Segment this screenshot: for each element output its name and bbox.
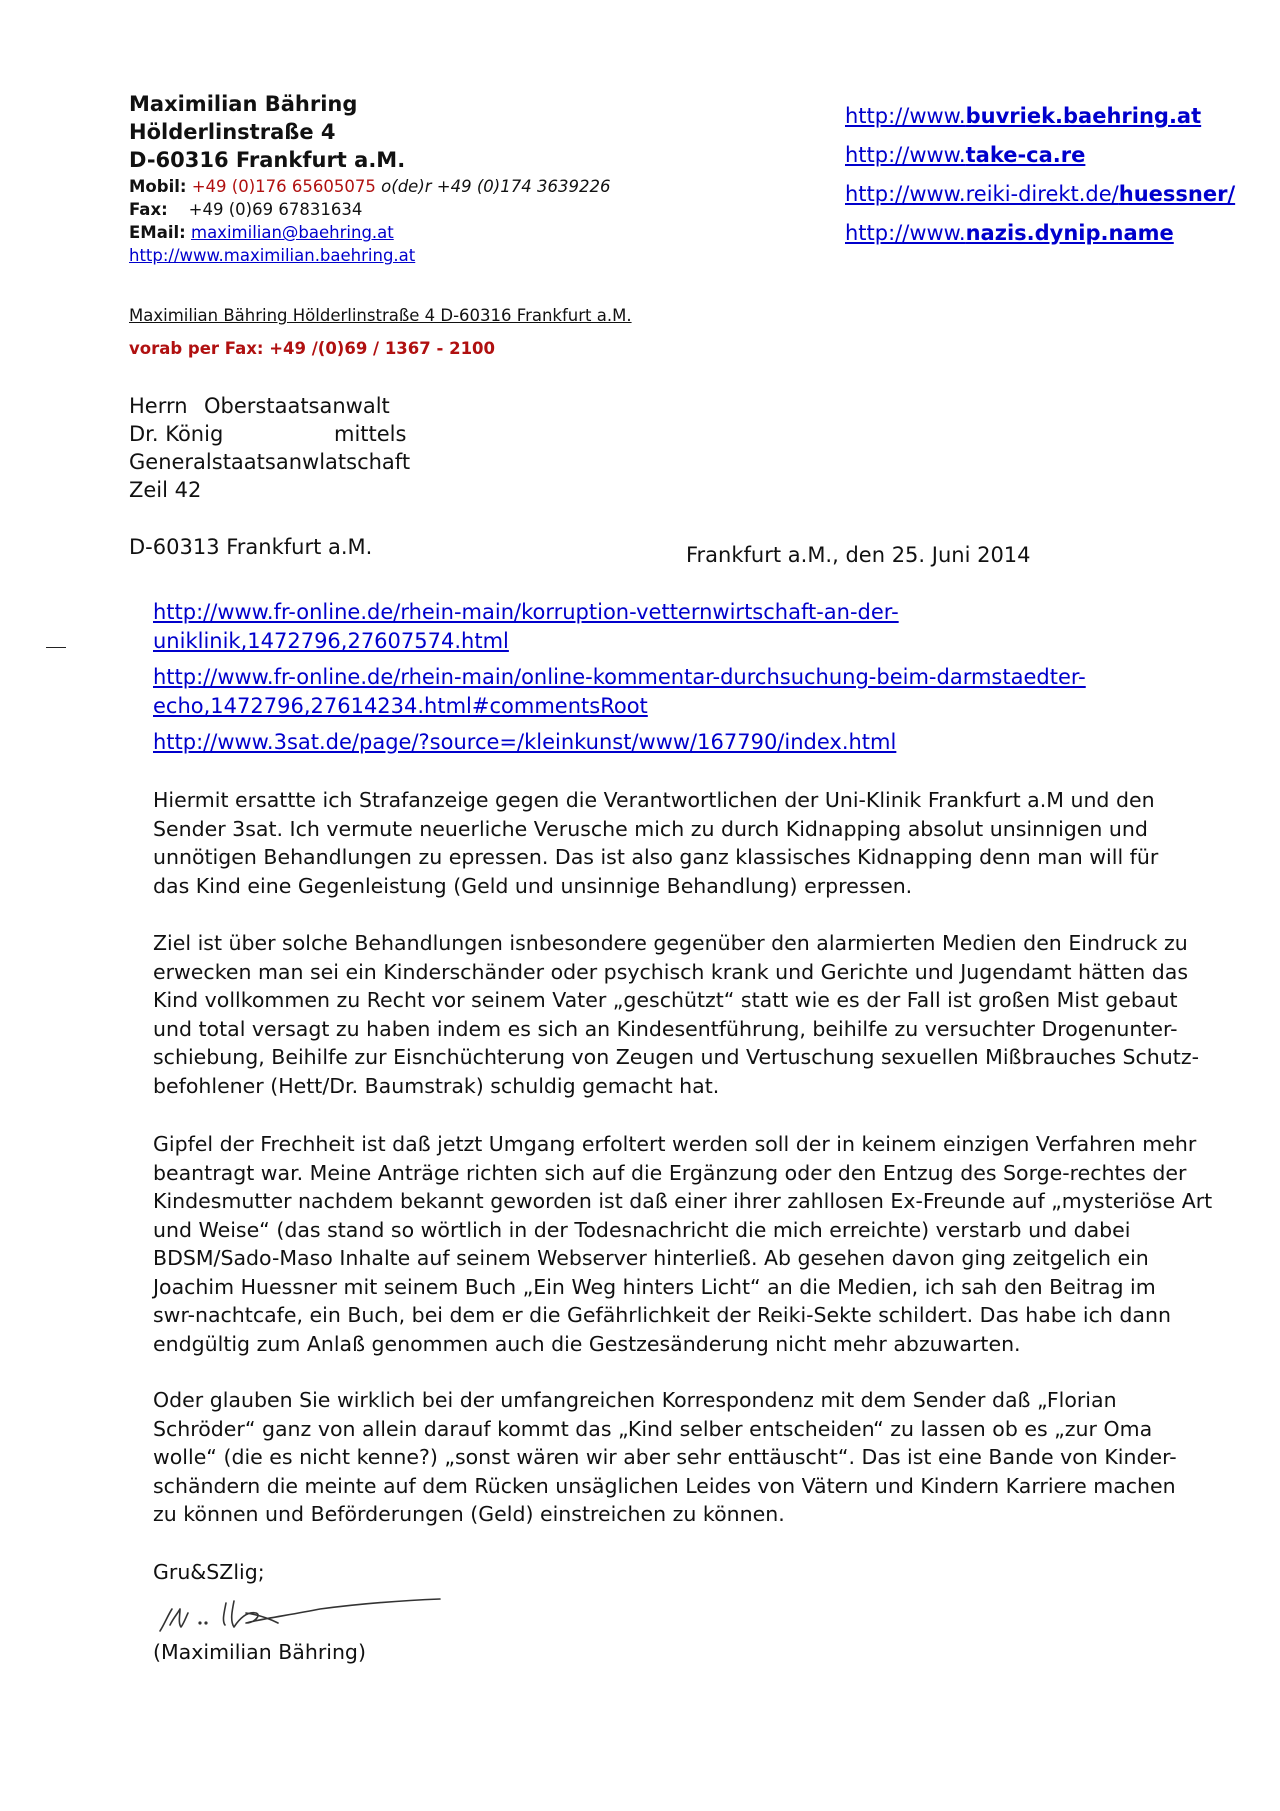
reference-url-2[interactable]: http://www.fr-online.de/rhein-main/online-kommentar-durchsuchung-beim-darmstaedter- echo,1472796,27614234.html#commentsRoot — [153, 665, 1086, 718]
recipient-authority: Generalstaatsanwlatschaft — [129, 450, 411, 474]
sender-street: Hölderlinstraße 4 — [129, 120, 336, 144]
margin-mark — [46, 647, 66, 648]
return-address: Maximilian Bähring Hölderlinstraße 4 D-60316 Frankfurt a.M. — [129, 306, 632, 325]
fax-number: +49 (0)69 67831634 — [188, 200, 363, 219]
paragraph-1: Hiermit ersattte ich Strafanzeige gegen die Verantwortlichen der Uni-Klinik Frankfurt a.M und den Sender 3sat. Ich vermute neuerliche Verusche mich zu durch Kidnapping absolut unsinnigen und unnötigen Behandlungen zu epressen. Das ist also ganz klassisches Kidnapping denn man will für das Kind eine Gegenleistung (Geld und unsinnige Behandlung) erpressen. — [153, 788, 1159, 898]
recipient-street: Zeil 42 — [129, 478, 202, 502]
fax-label: Fax: — [129, 200, 168, 219]
closing: Gru&SZlig; — [153, 1560, 265, 1584]
date-line: Frankfurt a.M., den 25. Juni 2014 — [686, 543, 1031, 567]
recipient-name: Dr. König — [129, 422, 224, 446]
paragraph-4: Oder glauben Sie wirklich bei der umfangreichen Korrespondenz mit dem Sender daß „Florian Schröder“ ganz von allein darauf kommt das „Kind selber entscheiden“ zu lassen ob es „zur Oma wolle“ (die es nicht kenne?) „sonst wären wir aber sehr enttäuscht“. Das ist eine Bande von Kinder- schändern die meinte auf dem Rücken unsäglichen Leides von Vätern und Kindern Karriere machen zu können und Beförderungen (Geld) einstreichen zu können. — [153, 1388, 1177, 1526]
website-link[interactable]: http://www.maximilian.baehring.at — [129, 246, 416, 265]
email-link[interactable]: maximilian@baehring.at — [191, 223, 394, 242]
mobil-label: Mobil: — [129, 177, 187, 196]
sender-mobile-line — [129, 177, 610, 197]
sender-city: D-60316 Frankfurt a.M. — [129, 148, 406, 172]
recipient-city: D-60313 Frankfurt a.M. — [129, 535, 373, 559]
right-link-2[interactable]: http://www.take-ca.re — [845, 143, 1086, 167]
right-link-1[interactable]: http://www.buvriek.baehring.at — [845, 104, 1202, 128]
reference-url-3[interactable]: http://www.3sat.de/page/?source=/kleinkunst/www/167790/index.html — [153, 730, 897, 754]
recipient-title: Oberstaatsanwalt — [204, 394, 390, 418]
mobil-or: o(de)r — [381, 177, 432, 196]
reference-url-1[interactable]: http://www.fr-online.de/rhein-main/korruption-vetternwirtschaft-an-der- uniklinik,1472796,27607574.html — [153, 600, 899, 653]
right-links — [845, 97, 1235, 253]
signature-name: (Maximilian Bähring) — [153, 1640, 366, 1664]
recipient-via: mittels — [334, 422, 407, 446]
signature-image — [150, 1585, 450, 1645]
email-label: EMail: — [129, 223, 186, 242]
mobil-number: +49 (0)176 65605075 — [191, 177, 376, 196]
paragraph-3: Gipfel der Frechheit ist daß jetzt Umgang erfoltert werden soll der in keinem einzigen Verfahren mehr beantragt war. Meine Anträge richten sich auf die Ergänzung oder den Entzug des Sorge-rechtes der Kindesmutter nachdem bekannt geworden ist daß einer ihrer zahllosen Ex-Freunde auf „mysteriöse Art und Weise“ (das stand so wörtlich in der Todesnachricht die mich erreichte) verstarb und dabei BDSM/Sado-Maso Inhalte auf seinem Webserver hinterließ. Ab gesehen davon ging zeitgelich ein Joachim Huessner mit seinem Buch „Ein Weg hinters Licht“ an die Medien, ich sah den Beitrag im swr-nachtcafe, ein Buch, bei dem er die Gefährlichkeit der Reiki-Sekte schildert. Das habe ich dann endgültig zum Anlaß genommen auch die Gestzesänderung nicht mehr abzuwarten. — [153, 1132, 1213, 1356]
sender-website-line — [129, 246, 415, 266]
recipient-salutation: Herrn — [129, 394, 188, 418]
right-link-3[interactable]: http://www.reiki-direkt.de/huessner/ — [845, 182, 1236, 206]
sender-fax-line — [129, 200, 362, 220]
fax-notice: vorab per Fax: +49 /(0)69 / 1367 - 2100 — [129, 339, 496, 358]
paragraph-2: Ziel ist über solche Behandlungen isnbesondere gegenüber den alarmierten Medien den Eindruck zu erwecken man sei ein Kinderschänder oder psychisch krank und Gerichte und Jugendamt hätten das Kind vollkommen zu Recht vor seinem Vater „geschützt“ statt wie es der Fall ist großen Mist gebaut und total versagt zu haben indem es sich an Kindesentführung, beihilfe zu versuchter Drogenunter- schiebung, Beihilfe zur Eisnchüchterung von Zeugen und Vertuschung sexuellen Mißbrauches Schutz- befohlener (Hett/Dr. Baumstrak) schuldig gemacht hat. — [153, 931, 1199, 1098]
mobil-number-2: +49 (0)174 3639226 — [436, 177, 611, 196]
right-link-4[interactable]: http://www.nazis.dynip.name — [845, 221, 1174, 245]
sender-email-line — [129, 223, 394, 243]
sender-name: Maximilian Bähring — [129, 92, 358, 116]
